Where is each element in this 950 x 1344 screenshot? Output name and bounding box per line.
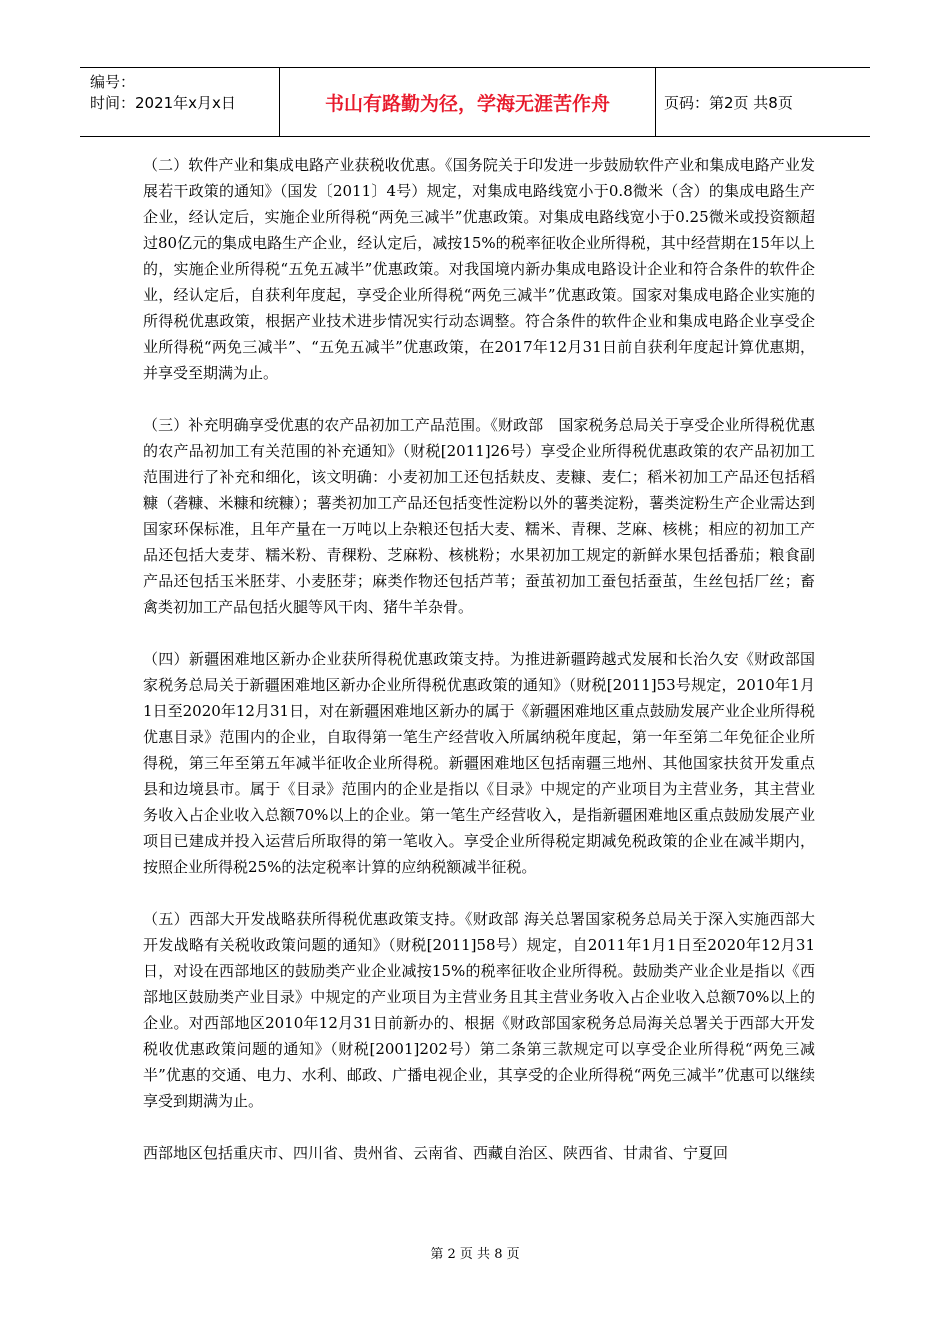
page-footer: 第 2 页 共 8 页 xyxy=(430,1247,520,1262)
document-body xyxy=(143,152,815,1166)
document-number-label: 编号： xyxy=(90,73,136,91)
header-motto: 书山有路勤为径，学海无涯苦作舟 xyxy=(280,68,656,136)
page-header xyxy=(80,67,870,137)
header-page-number: 页码：第2页 共8页 xyxy=(664,93,793,112)
paragraph-xinjiang: （四）新疆困难地区新办企业获所得税优惠政策支持。为推进新疆跨越式发展和长治久安《财政部国家税务总局关于新疆困难地区新办企业所得税优惠政策的通知》（财税[2011]53号规定，2010年1月1日至2020年12月31日，对在新疆困难地区新办的属于《新疆困难地区重点鼓励发展产业企业所得税优惠目录》范围内的企业，自取得第一笔生产经营收入所属纳税年度起，第一年至第二年免征企业所得税，第三年至第五年减半征收企业所得税。新疆困难地区包括南疆三地州、其他国家扶贫开发重点县和边境县市。属于《目录》范围内的企业是指以《目录》中规定的产业项目为主营业务，其主营业务收入占企业收入总额70%以上的企业。第一笔生产经营收入，是指新疆困难地区重点鼓励发展产业项目已建成并投入运营后所取得的第一笔收入。享受企业所得税定期减免税政策的企业在减半期内，按照企业所得税25%的法定税率计算的应纳税额减半征税。 xyxy=(143,650,815,876)
paragraph-western-regions: 西部地区包括重庆市、四川省、贵州省、云南省、西藏自治区、陕西省、甘肃省、宁夏回 xyxy=(143,1144,729,1162)
header-meta xyxy=(80,68,280,136)
paragraph-western-development: （五）西部大开发战略获所得税优惠政策支持。《财政部 海关总署国家税务总局关于深入实施西部大开发战略有关税收政策问题的通知》（财税[2011]58号）规定，自2011年1月1日至2020年12月31日，对设在西部地区的鼓励类产业企业减按15%的税率征收企业所得税。鼓励类产业企业是指以《西部地区鼓励类产业目录》中规定的产业项目为主营业务且其主营业务收入占企业收入总额70%以上的企业。对西部地区2010年12月31日前新办的、根据《财政部国家税务总局海关总署关于西部大开发税收优惠政策问题的通知》（财税[2001]202号）第二条第三款规定可以享受企业所得税“两免三减半”优惠的交通、电力、水利、邮政、广播电视企业，其享受的企业所得税“两免三减半”优惠可以继续享受到期满为止。 xyxy=(143,910,815,1110)
paragraph-agricultural-products: （三）补充明确享受优惠的农产品初加工产品范围。《财政部 国家税务总局关于享受企业所得税优惠的农产品初加工有关范围的补充通知》（财税[2011]26号）享受企业所得税优惠政策的农产品初加工范围进行了补充和细化，该文明确：小麦初加工还包括麸皮、麦糠、麦仁；稻米初加工产品还包括稻糠（砻糠、米糠和统糠）；薯类初加工产品还包括变性淀粉以外的薯类淀粉，薯类淀粉生产企业需达到国家环保标准，且年产量在一万吨以上杂粮还包括大麦、糯米、青稞、芝麻、核桃；相应的初加工产品还包括大麦芽、糯米粉、青稞粉、芝麻粉、核桃粉；水果初加工规定的新鲜水果包括番茄；粮食副产品还包括玉米胚芽、小麦胚芽；麻类作物还包括芦苇；蚕茧初加工蚕包括蚕茧，生丝包括厂丝；畜禽类初加工产品包括火腿等风干肉、猪牛羊杂骨。 xyxy=(143,416,815,616)
paragraph-software-ic: （二）软件产业和集成电路产业获税收优惠。《国务院关于印发进一步鼓励软件产业和集成电路产业发展若干政策的通知》（国发〔2011〕4号）规定，对集成电路线宽小于0.8微米（含）的集成电路生产企业，经认定后，实施企业所得税“两免三减半”优惠政策。对集成电路线宽小于0.25微米或投资额超过80亿元的集成电路生产企业，经认定后，减按15%的税率征收企业所得税，其中经营期在15年以上的，实施企业所得税“五免五减半”优惠政策。对我国境内新办集成电路设计企业和符合条件的软件企业，经认定后，自获利年度起，享受企业所得税“两免三减半”优惠政策。国家对集成电路企业实施的所得税优惠政策，根据产业技术进步情况实行动态调整。符合条件的软件企业和集成电路企业享受企业所得税“两免三减半”、“五免五减半”优惠政策，在2017年12月31日前自获利年度起计算优惠期，并享受至期满为止。 xyxy=(143,156,815,382)
document-time-label: 时间：2021年x月x日 xyxy=(90,94,236,112)
